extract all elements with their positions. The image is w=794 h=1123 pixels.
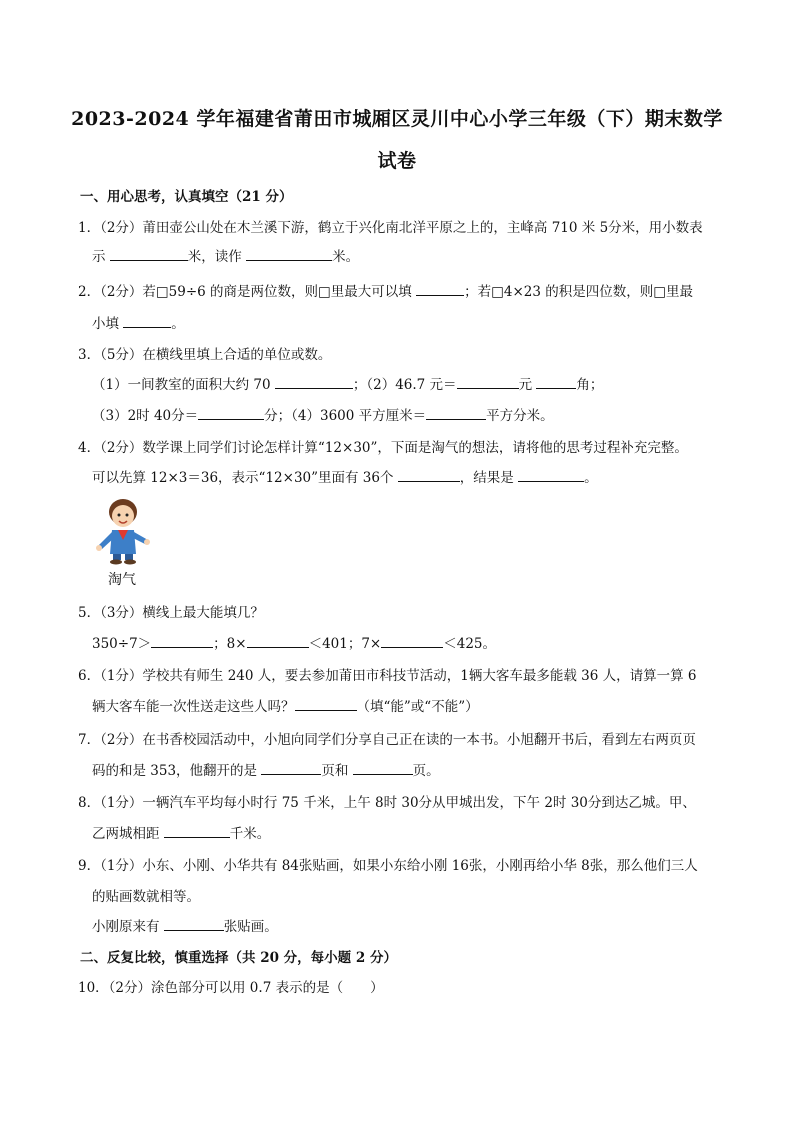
question-7-line2	[92, 759, 440, 779]
text: 2．（2分）若□59÷6 的商是两位数，则□里最大可以填	[78, 284, 417, 300]
answer-blank[interactable]	[398, 468, 460, 482]
text: 张贴画。	[223, 919, 278, 935]
text: 角；	[576, 377, 604, 393]
text: 米。	[332, 249, 360, 265]
text: 千米。	[229, 826, 271, 842]
text: 示	[92, 249, 110, 265]
text: ，结果是	[459, 470, 519, 486]
question-1: 1．（2分）莆田壶公山处在木兰溪下游，鹤立于兴化南北洋平原之上的，主峰高 710 米 5分米，用小数表	[78, 220, 703, 236]
text: ＜425。	[443, 636, 497, 652]
text: 分；（4）3600 平方厘米＝	[264, 408, 427, 424]
text: 元	[518, 377, 537, 393]
question-2-line2	[92, 312, 185, 332]
question-6-line2	[92, 695, 479, 715]
question-5-line2	[92, 632, 496, 652]
question-6: 6．（1分）学校共有师生 240 人，要去参加莆田市科技节活动，1辆大客车最多能载 36 人，请算一算 6	[78, 668, 697, 684]
answer-blank[interactable]	[151, 634, 213, 648]
text: 辆大客车能一次性送走这些人吗？	[92, 699, 295, 715]
question-4: 4．（2分）数学课上同学们讨论怎样计算“12×30”，下面是淘气的想法，请将他的思考过程补充完整。	[78, 440, 688, 456]
text: 小刚原来有	[92, 919, 164, 935]
section-heading-2: 二、反复比较，慎重选择（共 20 分，每小题 2 分）	[80, 950, 397, 966]
question-3: 3．（5分）在横线里填上合适的单位或数。	[78, 347, 332, 363]
text: ；若□4×23 的积是四位数，则□里最	[464, 284, 693, 300]
question-1-line2	[92, 245, 359, 265]
question-2	[78, 280, 693, 300]
question-7: 7．（2分）在书香校园活动中，小旭向同学们分享自己正在读的一本书。小旭翻开书后，看到左右两页页	[78, 732, 696, 748]
page-title: 2023-2024 学年福建省莆田市城厢区灵川中心小学三年级（下）期末数学	[71, 108, 723, 130]
question-9-line3	[92, 915, 278, 935]
text: 平方分米。	[486, 408, 554, 424]
page-title-cont: 试卷	[377, 150, 417, 172]
answer-blank[interactable]	[261, 761, 321, 775]
answer-blank[interactable]	[110, 247, 188, 261]
text: 页和	[321, 763, 353, 779]
text: 乙两城相距	[92, 826, 164, 842]
answer-blank[interactable]	[353, 761, 413, 775]
question-10: 10．（2分）涂色部分可以用 0.7 表示的是（ ）	[78, 980, 384, 996]
text: 350÷7＞	[92, 636, 152, 652]
text: 。	[584, 470, 598, 486]
answer-blank[interactable]	[247, 634, 309, 648]
answer-blank[interactable]	[518, 468, 584, 482]
answer-blank[interactable]	[164, 824, 230, 838]
question-4-line2	[92, 466, 598, 486]
text: 小填	[92, 316, 124, 332]
text: 可以先算 12×3＝36，表示“12×30”里面有 36个	[92, 470, 398, 486]
answer-blank[interactable]	[123, 314, 171, 328]
text: 米，读作	[187, 249, 247, 265]
answer-blank[interactable]	[246, 247, 332, 261]
answer-blank[interactable]	[164, 917, 224, 931]
question-3-line3	[92, 404, 554, 424]
answer-blank[interactable]	[275, 375, 353, 389]
answer-blank[interactable]	[536, 375, 576, 389]
answer-blank[interactable]	[457, 375, 519, 389]
answer-blank[interactable]	[426, 406, 486, 420]
question-9-line2: 的贴画数就相等。	[92, 889, 200, 905]
answer-blank[interactable]	[295, 697, 357, 711]
text: （3）2时 40分＝	[92, 408, 199, 424]
text: 。	[171, 316, 185, 332]
question-5: 5．（3分）横线上最大能填几？	[78, 605, 264, 621]
text: ＜401；7×	[308, 636, 382, 652]
answer-blank[interactable]	[381, 634, 443, 648]
section-heading: 一、用心思考，认真填空（21 分）	[80, 189, 293, 205]
text: ；（2）46.7 元＝	[352, 377, 457, 393]
question-8: 8．（1分）一辆汽车平均每小时行 75 千米，上午 8时 30分从甲城出发，下午 2时 30分到达乙城。甲、	[78, 795, 696, 811]
text: ；8×	[213, 636, 247, 652]
text: （1）一间教室的面积大约 70	[92, 377, 275, 393]
question-9: 9．（1分）小东、小刚、小华共有 84张贴画，如果小东给小刚 16张，小刚再给小华 8张，那么他们三人	[78, 858, 698, 874]
question-3-line2	[92, 373, 603, 393]
answer-blank[interactable]	[198, 406, 264, 420]
question-8-line2	[92, 822, 270, 842]
figure-caption: 淘气	[108, 572, 136, 588]
text: 码的和是 353，他翻开的是	[92, 763, 262, 779]
text: （填“能”或“不能”）	[356, 699, 479, 715]
text: 页。	[412, 763, 440, 779]
answer-blank[interactable]	[416, 282, 464, 296]
